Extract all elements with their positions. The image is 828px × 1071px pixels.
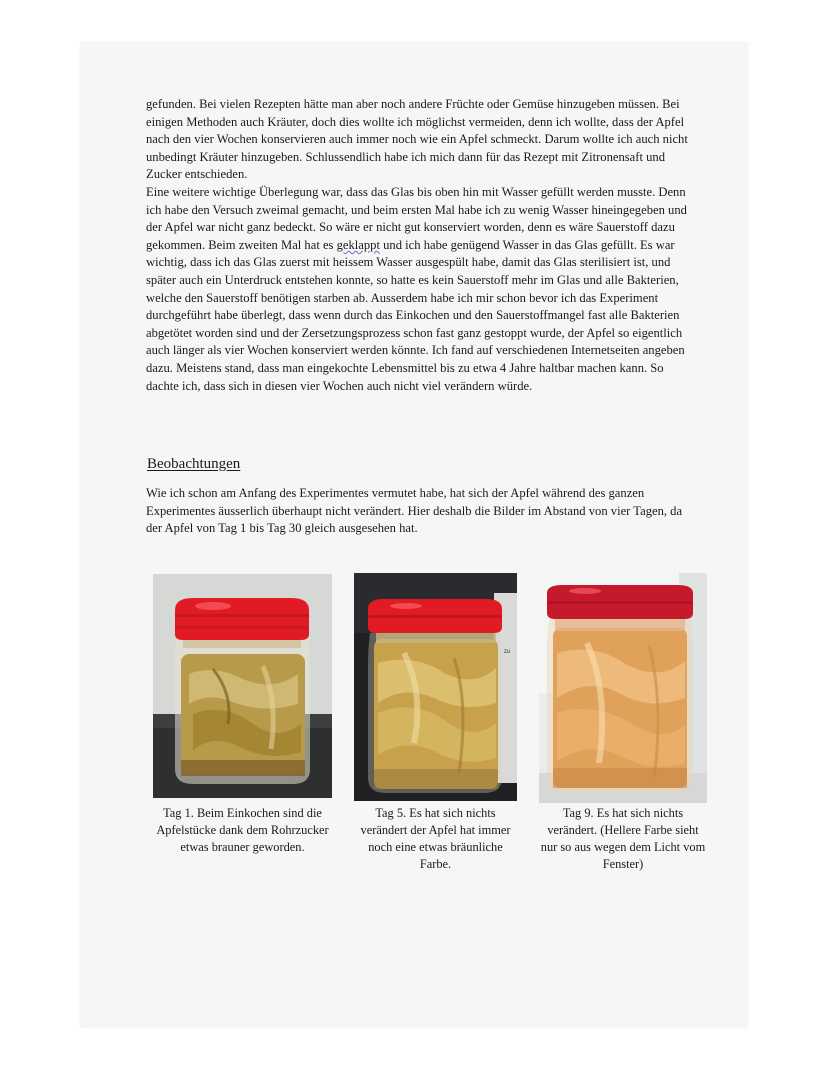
jar-photo-day-1 xyxy=(153,574,332,798)
jar-photo-day-9 xyxy=(539,573,707,803)
spellcheck-marked-word: geklappt xyxy=(336,237,380,252)
paragraph-glass-part2: und ich habe genügend Wasser in das Glas gefüllt. Es war wichtig, dass ich das Glas zuerst mit heissem Wasser ausgespült habe, damit das Glas sterilisiert ist, und später auch ein Unterdruck entstehen konnte, so hatte es kein Sauerstoff mehr im Glas und alle Bakterien, welche den Sauerstoff benötigen starben ab. Ausserdem habe ich mir schon bevor ich das Experiment durchgeführt habe überlegt, dass wenn durch das Einkochen und den Sauerstoffmangel fast alle Bakterien abgetötet worden sind und der Zersetzungsprozess schon fast ganz gestoppt wurde, der Apfel so eigentlich auch länger als vier Wochen konserviert werden könnte. Ich fand auf verschiedenen Internetseiten angeben dazu. Meistens stand, dass man eingekochte Lebensmittel bis zu etwa 4 Jahre haltbar machen kann. So dachte ich, dass sich in diesen vier Wochen auch nicht viel verändern würde. xyxy=(146,237,685,393)
svg-text:zu: zu xyxy=(504,649,511,655)
paragraph-glass-part1: Eine weitere wichtige Überlegung war, dass das Glas bis oben hin mit Wasser gefüllt werden musste. Denn ich habe den Versuch zweimal gemacht, und beim ersten Mal habe ich zu wenig Wasser hineingegeben und der Apfel war nicht ganz bedeckt. So wäre er nicht gut konserviert worden, denn es wäre Sauerstoff dazu gekommen. Beim zweiten Mal hat es xyxy=(146,184,687,252)
caption-day-9: Tag 9. Es hat sich nichts verändert. (Hellere Farbe sieht nur so aus wegen dem Licht vom Fenster) xyxy=(540,806,706,871)
jar-photo-day-5 xyxy=(354,573,517,801)
section-heading: Beobachtungen xyxy=(147,456,241,472)
body-text xyxy=(146,96,694,395)
paragraph-glass xyxy=(146,184,694,395)
observations-intro xyxy=(146,485,694,538)
caption-day-1: Tag 1. Beim Einkochen sind die Apfelstücke dank dem Rohrzucker etwas brauner geworden. xyxy=(156,806,329,854)
paragraph-recipe: gefunden. Bei vielen Rezepten hätte man aber noch andere Früchte oder Gemüse hinzugeben müssen. Bei einigen Methoden auch Kräuter, doch dies wollte ich möglichst vermeiden, denn ich wollte, dass der Apfel nach den vier Wochen konservieren auch immer noch wie ein Apfel schmeckt. Darum wollte ich auch nicht unbedingt Kräuter hinzugeben. Schlussendlich habe ich mich dann für das Rezept mit Zitronensaft und Zucker entschieden. xyxy=(146,97,688,182)
observations-text: Wie ich schon am Anfang des Experimentes vermutet habe, hat sich der Apfel während des ganzen Experimentes äusserlich überhaupt nicht verändert. Hier deshalb die Bilder im Abstand von vier Tagen, da der Apfel von Tag 1 bis Tag 30 gleich ausgesehen hat. xyxy=(146,486,683,536)
caption-day-5: Tag 5. Es hat sich nichts verändert der Apfel hat immer noch eine etwas bräunliche Farbe. xyxy=(360,806,511,871)
